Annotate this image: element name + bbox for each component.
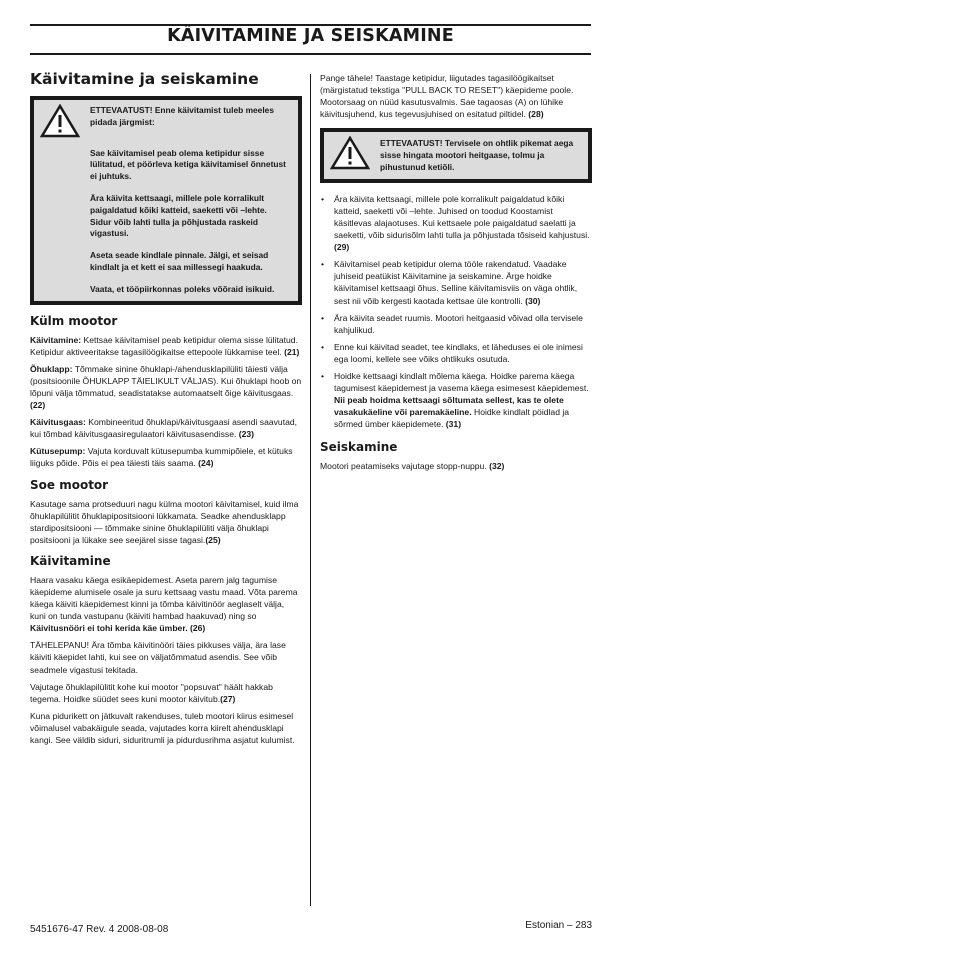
warning-triangle-icon: [40, 104, 80, 138]
list-item: [320, 258, 592, 306]
starting-heading: Käivitamine: [30, 553, 111, 568]
item-text: Tõmmake sinine õhuklapi-/ahendusklapilüliti täiesti välja (positsioonile ÕHUKLAPP TÄIELIKULT VÄLJAS). Kui õhuklapi hoob on lõpuni välja tõmmatud, seadistatakse automaatselt õige käivitusgaas.: [30, 363, 302, 398]
title-rule-bottom: [30, 53, 591, 55]
starting-paragraph: Kuna pidurikett on jätkuvalt rakenduses, tuleb mootori kiirus esimesel võimalusel vabakäigule seada, vajutades korra kiirelt ahendusklapi kangi. See väldib siduri, siduritrumli ja pidurdusrihma asjatut kulumist.: [30, 710, 295, 745]
figure-ref: (32): [489, 461, 505, 472]
cold-engine-item: [30, 445, 302, 469]
starting-paragraph: [30, 681, 302, 705]
item-label: Kütusepump:: [30, 446, 86, 457]
warning-paragraph: ETTEVAATUST! Tervisele on ohtlik pikemat aega sisse hingata mootori heitgaase, tolmu ja pihustunud ketiõli.: [380, 138, 574, 172]
item-text: Enne kui käivitad seadet, tee kindlaks, et läheduses ei ole inimesi ega loomi, kellele see võiks ohtlikuks osutuda.: [334, 341, 583, 364]
paragraph-text: Pange tähele! Taastage ketipidur, liigutades tagasilöögikaitset (märgistatud tekstiga "PULL BACK TO RESET") käepideme poole. Mootorsaag on nüüd kasutusvalmis. Sae tagaosas (A) on lühike käivitusjuhend, kus tegevusjuhised on esitatud piltidel.: [320, 73, 574, 120]
stopping-heading: Seiskamine: [320, 440, 398, 455]
item-text-after: Hoidke kindlalt pöidlad ja sõrmed ümber käepidemete.: [334, 407, 570, 430]
paragraph-bold: Käivitusnööri ei tohi kerida käe ümber. (26): [30, 623, 206, 634]
warning-triangle-icon: [330, 136, 370, 170]
safety-bullet-list: [320, 193, 592, 431]
starting-paragraph: [30, 574, 302, 634]
warning-paragraph: Vaata, et tööpiirkonnas poleks võõraid isikuid.: [90, 283, 275, 294]
cold-engine-item: [30, 416, 302, 440]
figure-ref: (29): [334, 242, 350, 253]
item-text: Vajuta korduvalt kütusepumba kummipõiele, et kütuks liiguks põide. Põis ei pea täiesti täis saama.: [30, 446, 293, 469]
item-text: Kettsae käivitamisel peab ketipidur olema sisse lülitatud. Ketipidur aktiveeritakse tagasilöögikaitse ettepoole lükkamise teel.: [30, 334, 298, 357]
list-item: [320, 312, 592, 336]
column-divider: [310, 74, 311, 906]
paragraph-text: Haara vasaku käega esikäepidemest. Aseta parem jalg tagumise käepideme alumisele osale ja suru kettsaag vastu maad. Võta parema käega käiviti käepidemest kinni ja tõmba käivitinöör aeglaselt välja, kuni on tunda vastupanu (käiviti hambad haakuvad) ning so: [30, 574, 298, 622]
item-text: Kombineeritud õhuklapi/käivitusgaasi asendi saavutad, kui tõmbad käivitusgaasiregulaatori käivitusasendisse.: [30, 417, 298, 440]
cold-engine-item: [30, 334, 302, 358]
item-text: Ära käivita seadet ruumis. Mootori heitgaasid võivad olla tervisele kahjulikud.: [334, 312, 583, 335]
list-item: [320, 193, 592, 253]
warning-paragraph: ETTEVAATUST! Enne käivitamist tuleb meeles pidada järgmist:: [90, 105, 274, 127]
list-item: [320, 370, 592, 430]
figure-ref: (30): [525, 295, 541, 306]
figure-ref: (25): [205, 534, 221, 545]
cold-engine-item: [30, 363, 302, 411]
item-text: Hoidke kettsaagi kindlalt mõlema käega. Hoidke parema käega tagumisest käepidemest ja vasema käega esimesest käepidemest.: [334, 370, 589, 394]
figure-ref: (31): [445, 419, 462, 430]
figure-ref: (21): [284, 346, 300, 357]
warning-paragraph: Sae käivitamisel peab olema ketipidur sisse lülitatud, et pöörleva ketiga käivitamisel õnnetust ei juhtuks.: [90, 147, 286, 182]
figure-ref: (22): [30, 400, 46, 411]
warning-paragraph: Ära käivita kettsaagi, millele pole korralikult paigaldatud kõiki katteid, saeketti või –lehte. Sidur võib lahti tulla ja põhjustada raskeid vigastusi.: [90, 192, 267, 239]
paragraph-text: Mootori peatamiseks vajutage stopp-nuppu.: [320, 461, 490, 472]
list-item: [320, 341, 592, 365]
warm-engine-text: [30, 498, 302, 546]
figure-ref: (23): [238, 429, 255, 440]
stopping-text: [320, 460, 592, 472]
cold-engine-heading: Külm mootor: [30, 313, 118, 328]
warning-paragraph: Aseta seade kindlale pinnale. Jälgi, et seisad kindlalt ja et kett ei saa millessegi haakuda.: [90, 250, 269, 272]
figure-ref: (24): [198, 458, 214, 469]
document-id: 5451676-47 Rev. 4 2008-08-08: [30, 924, 169, 935]
left-column: [30, 68, 302, 751]
figure-ref: (27): [220, 693, 236, 704]
warning-box-health: [320, 128, 592, 182]
warning-box-start: [30, 96, 302, 305]
figure-ref: (28): [528, 109, 544, 120]
reset-note: [320, 72, 592, 120]
item-text: Ära käivita kettsaagi, millele pole korralikult paigaldatud kõiki katteid, saeketti või –lehte. Juhised on toodud Koostamist käsitlevas alajaotuses. Kui kettsaele pole paigaldatud saelatti ja saeketti, võib sidurisõlm lahti tulla ja põhjustada tõsiseid kahjustusi.: [334, 193, 590, 241]
paragraph-text: Vajutage õhuklapilülitit kohe kui mootor "popsuvat" häält hakkab tegema. Hoidke süüdet sees kuni mootor käivitub.: [30, 681, 273, 704]
section-title: Käivitamine ja seiskamine: [30, 70, 259, 88]
item-label: Õhuklapp:: [30, 363, 73, 374]
item-label: Käivitamine:: [30, 334, 82, 345]
item-bold: Nii peab hoidma kettsaagi sõltumata sellest, kas te olete vasakukäeline või paremakäeline.: [334, 395, 564, 418]
item-label: Käivitusgaas:: [30, 417, 86, 428]
page-title: KÄIVITAMINE JA SEISKAMINE: [167, 26, 454, 46]
paragraph-text: Kasutage sama protseduuri nagu külma mootori käivitamisel, kuid ilma õhuklapilülitit õhuklapipositsiooni lükkamata. Seadke ahendusklapp stardipositsiooni — tõmmake sinine õhuklapilüliti välja õhuklapi positsiooni ja lükake see seejärel sisse tagasi.: [30, 498, 299, 545]
page-number: Estonian – 283: [525, 920, 592, 931]
right-column: [320, 72, 592, 478]
warm-engine-heading: Soe mootor: [30, 477, 109, 492]
starting-paragraph: TÄHELEPANU! Ära tõmba käivitinööri täies pikkuses välja, ära lase käiviti käepidet lahti, kui see on väljatõmmatud asendis. See võib seadmele vigastusi tekitada.: [30, 640, 286, 675]
item-text: Käivitamisel peab ketipidur olema tööle rakendatud. Vaadake juhiseid peatükist Käivitamine ja seiskamine. Ärge hoidke käivitamisel kettsaagi õhus. Selline käivitamisviis on väga ohtlik, sest nii võib kergesti kaotada kettsae üle kontrolli.: [334, 259, 578, 306]
